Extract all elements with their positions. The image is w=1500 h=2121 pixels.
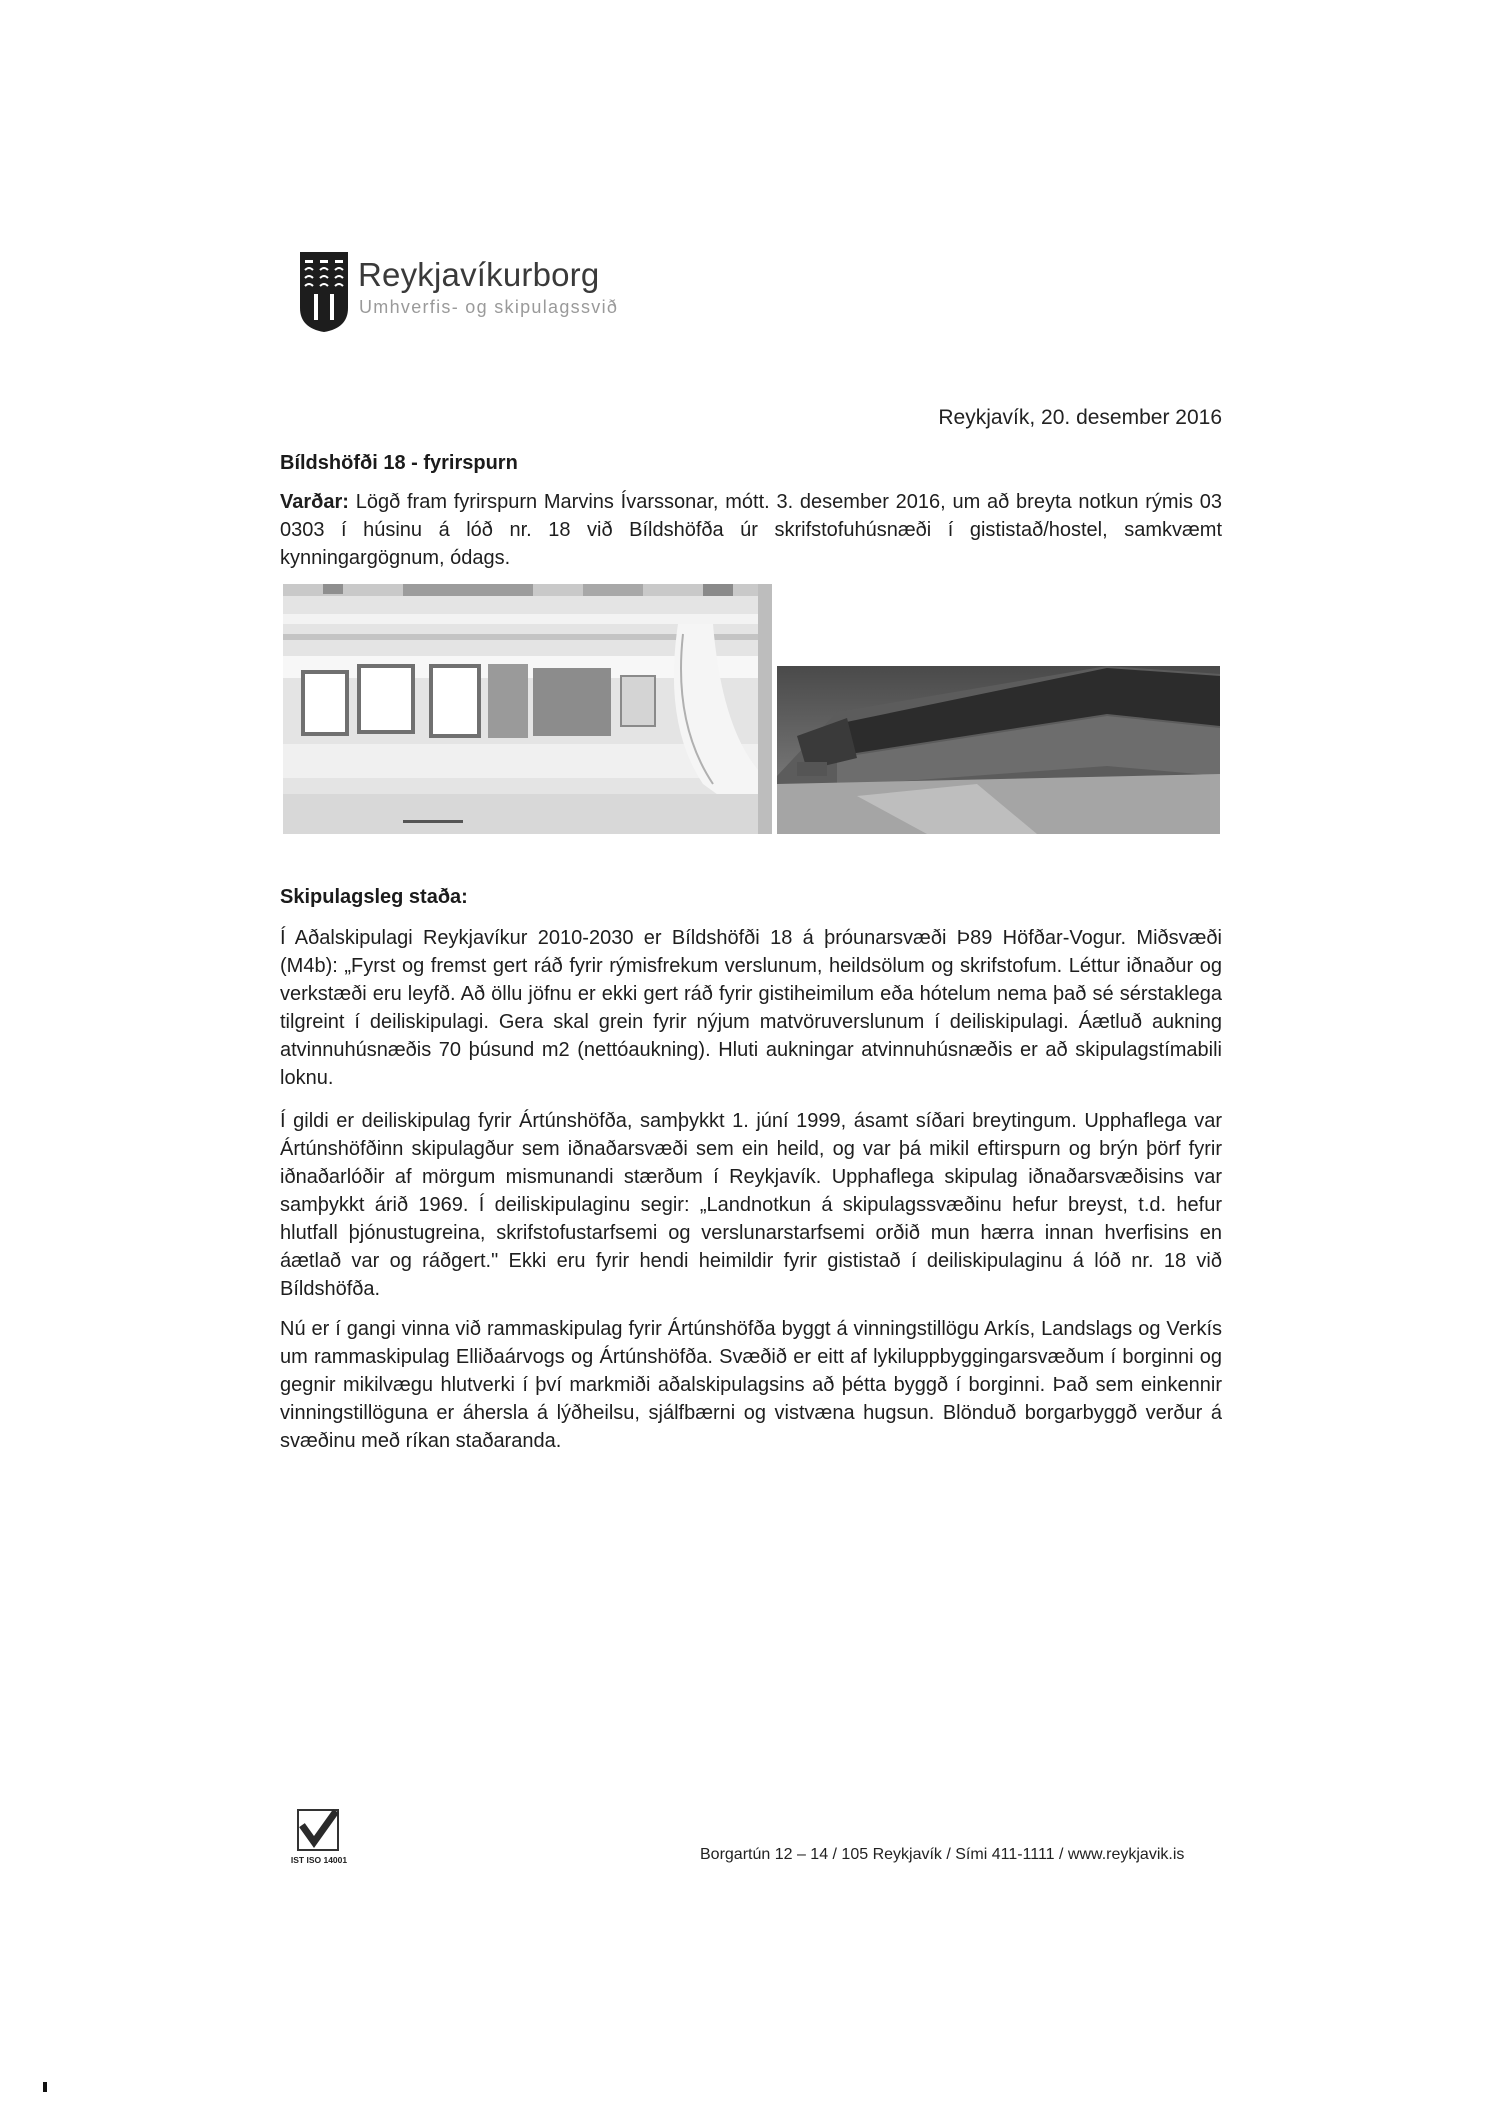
scan-mark	[43, 2082, 47, 2092]
iso-certification-logo	[290, 1806, 348, 1866]
reykjavik-crest-logo	[298, 250, 350, 334]
regarding-text: Lögð fram fyrirspurn Marvins Ívarssonar, mótt. 3. desember 2016, um að breyta notkun rýmis 03 0303 í húsinu á lóð nr. 18 við Bíldshöfða úr skrifstofuhúsnæði í gististað/hostel, samkvæmt kynningargögnum, ódags.	[280, 491, 1222, 569]
organization-name: Reykjavíkurborg	[358, 256, 600, 293]
regarding-label: Varðar:	[280, 491, 349, 513]
document-title: Bíldshöfði 18 - fyrirspurn	[280, 452, 518, 474]
footer-address: Borgartún 12 – 14 / 105 Reykjavík / Sími 411-1111 / www.reykjavik.is	[700, 1846, 1185, 1863]
building-photo-image	[777, 666, 1220, 834]
site-map-image	[283, 584, 772, 834]
paragraph-land-use-plan: Í Aðalskipulagi Reykjavíkur 2010-2030 er Bíldshöfði 18 á þróunarsvæði Þ89 Höfðar-Vogur. Miðsvæði (M4b): „Fyrst og fremst gert ráð fyrir rýmisfrekum verslunum, heildsölum og skrifstofum. Léttur iðnaður og verkstæði eru leyfð. Að öllu jöfnu er ekki gert ráð fyrir gistiheimilum eða hótelum nema það sé sérstaklega tilgreint í deiliskipulagi. Gera skal grein fyrir nýjum matvöruverslunum í deiliskipulagi. Áætluð aukning atvinnuhúsnæðis 70 þúsund m2 (nettóaukning). Hluti aukningar atvinnuhúsnæðis er að skipulagstímabili loknu.	[280, 927, 1222, 1089]
paragraph-detailed-plan: Í gildi er deiliskipulag fyrir Ártúnshöfða, samþykkt 1. júní 1999, ásamt síðari breytingum. Upphaflega var Ártúnshöfðinn skipulagður sem iðnaðarsvæði sem ein heild, og var þá mikil eftirspurn og brýn þörf fyrir iðnaðarlóðir af mörgum mismunandi stærðum í Reykjavík. Upphaflega skipulag iðnaðarsvæðisins var samþykkt árið 1969. Í deiliskipulaginu segir: „Landnotkun á skipulagssvæðinu hefur breyst, t.d. hefur hlutfall þjónustugreina, skrifstofustarfsemi og verslunarstarfsemi orðið mun hærra innan hverfisins en áætlað var og ráðgert." Ekki eru fyrir hendi heimildir fyrir gististað í deiliskipulaginu á lóð nr. 18 við Bíldshöfða.	[280, 1110, 1222, 1300]
regarding-paragraph	[280, 488, 1222, 572]
section-heading: Skipulagsleg staða:	[280, 886, 468, 908]
date-line: Reykjavík, 20. desember 2016	[938, 406, 1222, 429]
iso-label: IST ISO 14001	[290, 1855, 348, 1865]
department-name: Umhverfis- og skipulagssvið	[359, 297, 619, 317]
paragraph-framework-plan: Nú er í gangi vinna við rammaskipulag fyrir Ártúnshöfða byggt á vinningstillögu Arkís, Landslags og Verkís um rammaskipulag Elliðaárvogs og Ártúnshöfða. Svæðið er eitt af lykiluppbyggingarsvæðum í borginni og gegnir mikilvægu hlutverki í því markmiði aðalskipulagsins að þétta byggð í borginni. Það sem einkennir vinningstillöguna er áhersla á lýðheilsu, sjálfbærni og vistvæna hugsun. Blönduð borgarbyggð verður á svæðinu með ríkan staðaranda.	[280, 1318, 1222, 1452]
